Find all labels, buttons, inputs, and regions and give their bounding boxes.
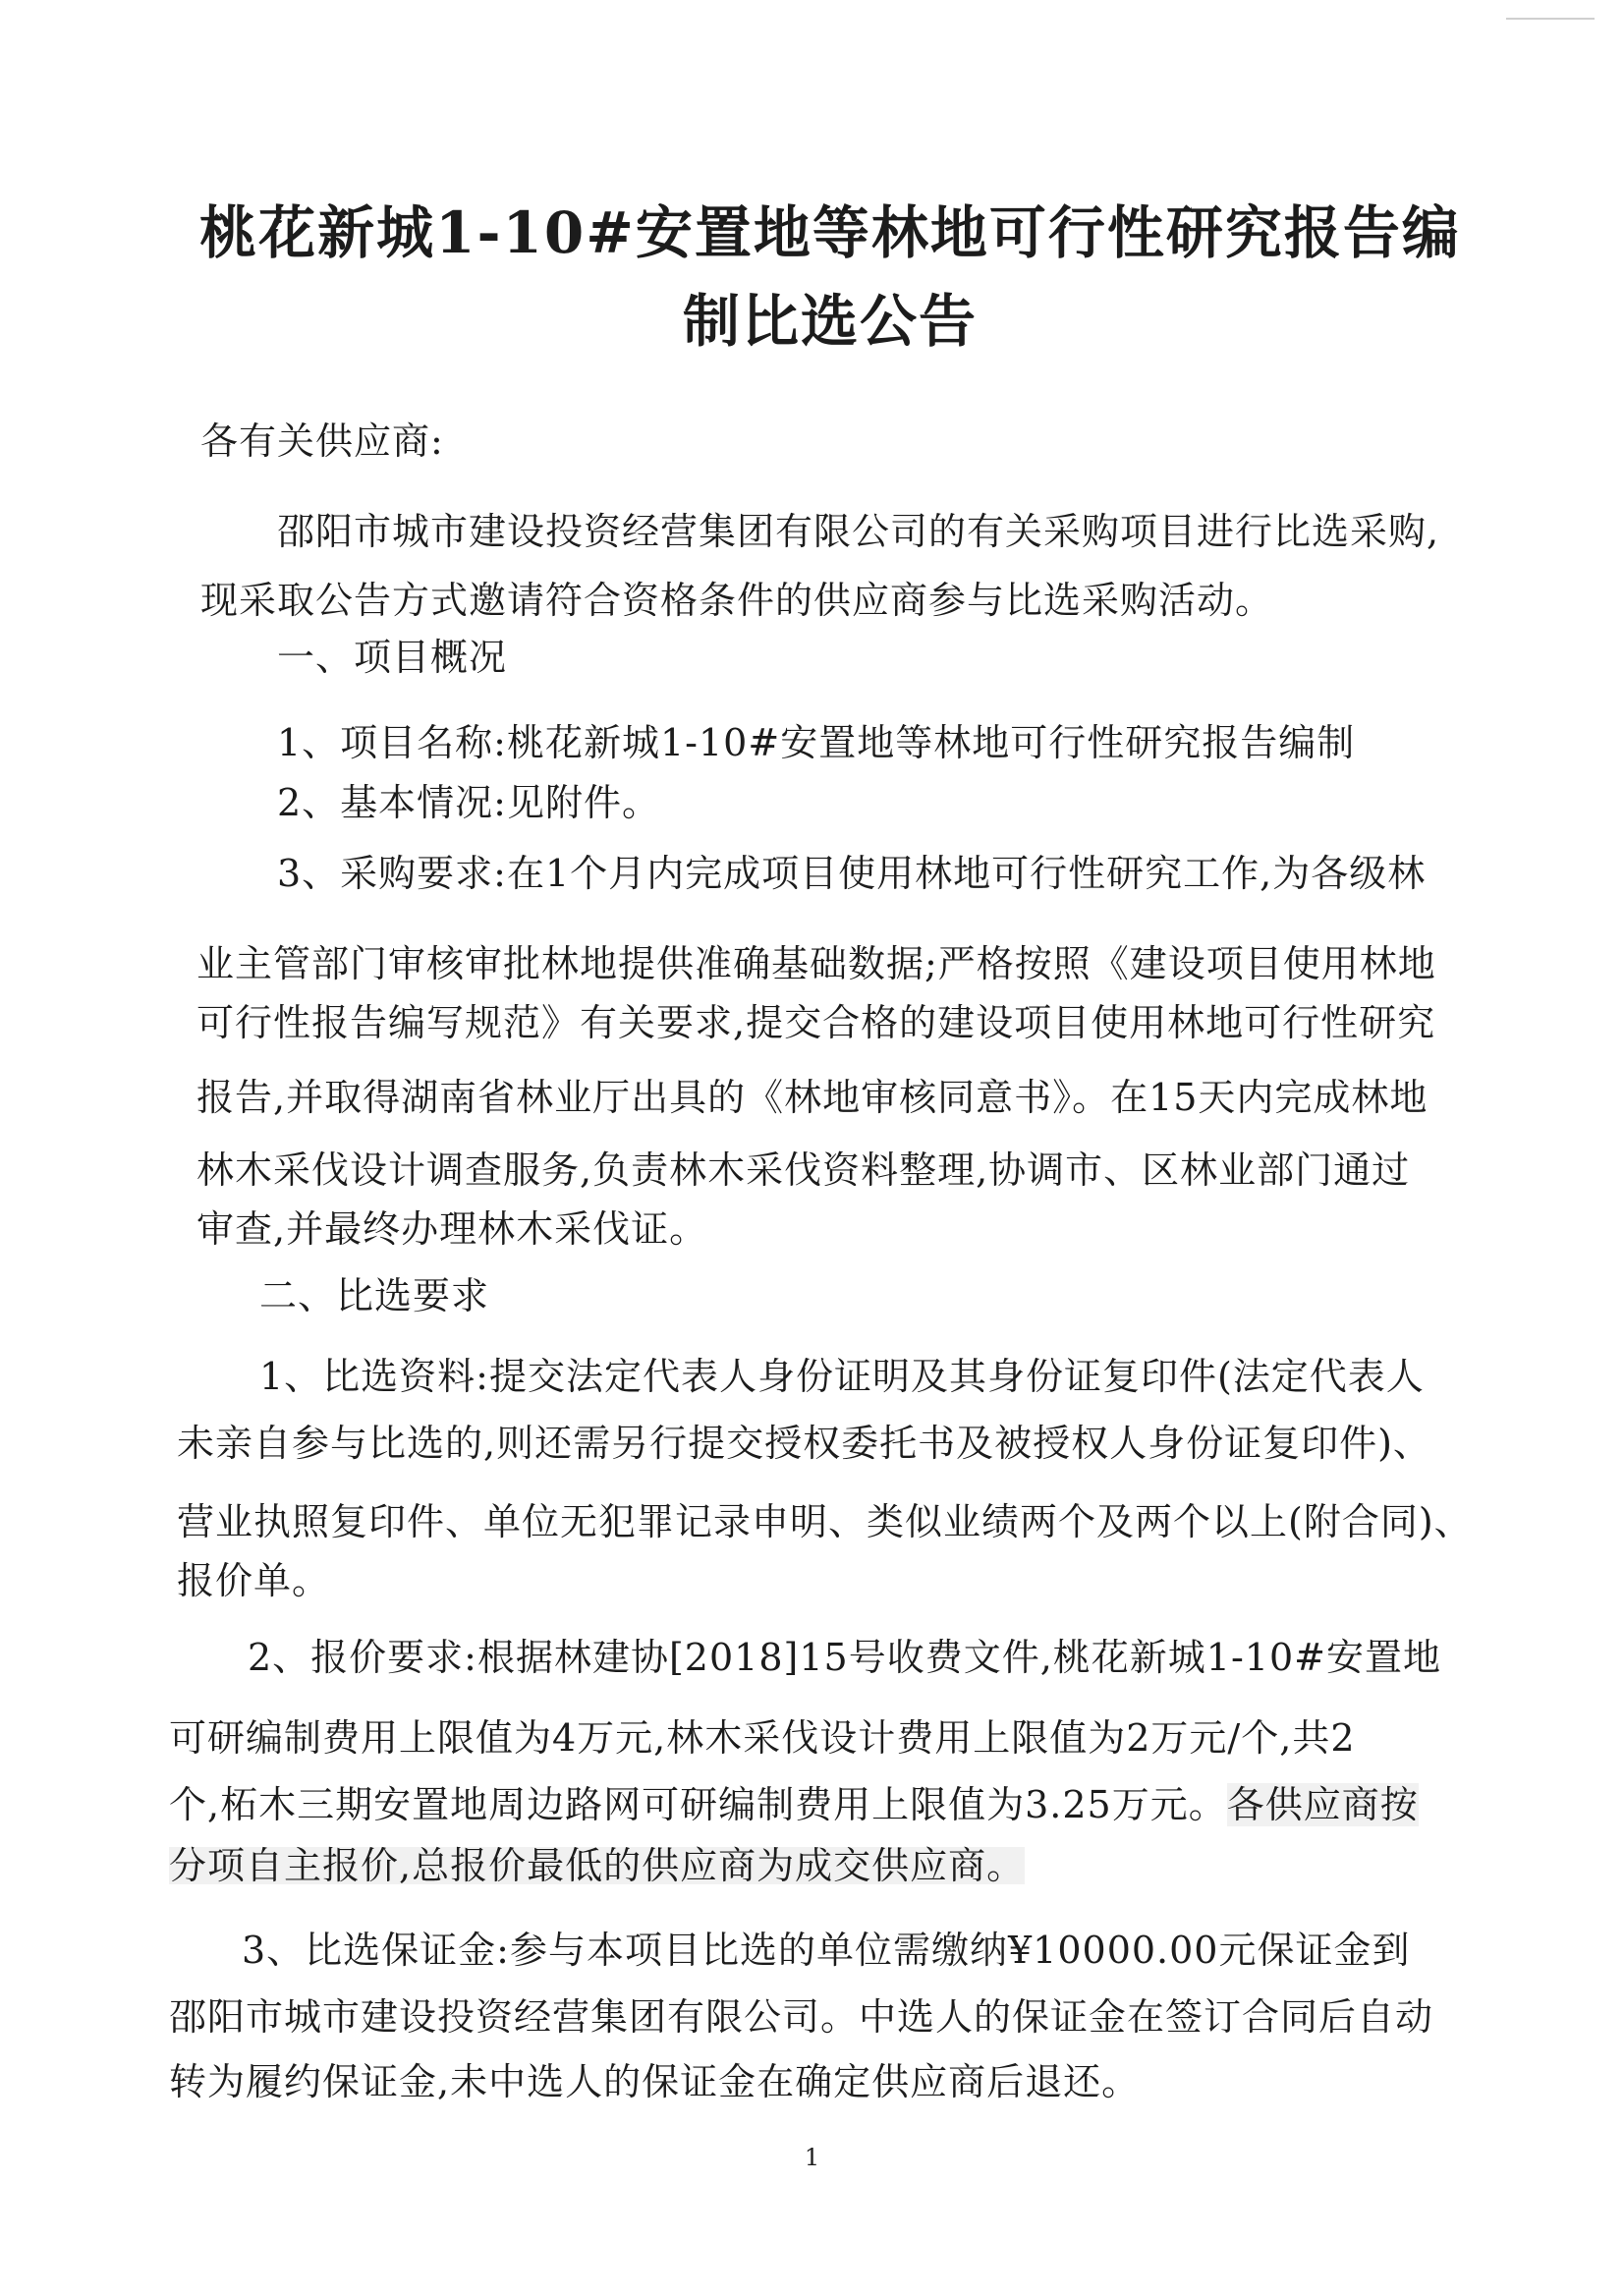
section-heading-1: 一、项目概况 bbox=[277, 636, 508, 679]
s2-item3-line1: 3、比选保证金:参与本项目比选的单位需缴纳¥10000.00元保证金到 bbox=[242, 1929, 1411, 1972]
s1-item3-line2: 业主管部门审核审批林地提供准确基础数据;严格按照《建设项目使用林地 bbox=[196, 942, 1436, 985]
section-heading-2: 二、比选要求 bbox=[259, 1274, 490, 1317]
s1-item3-line6: 审查,并最终办理林木采伐证。 bbox=[196, 1207, 708, 1251]
s2-item2-line4: 分项自主报价,总报价最低的供应商为成交供应商。 bbox=[169, 1844, 1026, 1887]
intro-line-2: 现采取公告方式邀请符合资格条件的供应商参与比选采购活动。 bbox=[200, 579, 1274, 622]
s2-item2-line3-highlight: 各供应商按 bbox=[1226, 1783, 1419, 1826]
page-number: 1 bbox=[804, 2144, 820, 2171]
salutation: 各有关供应商: bbox=[200, 420, 444, 463]
s2-item3-line3: 转为履约保证金,未中选人的保证金在确定供应商后退还。 bbox=[169, 2060, 1141, 2103]
s2-item1-line2: 未亲自参与比选的,则还需另行提交授权委托书及被授权人身份证复印件)、 bbox=[177, 1422, 1431, 1465]
s2-item3-line2: 邵阳市城市建设投资经营集团有限公司。中选人的保证金在签订合同后自动 bbox=[169, 1995, 1434, 2039]
intro-line-1: 邵阳市城市建设投资经营集团有限公司的有关采购项目进行比选采购, bbox=[277, 510, 1440, 553]
s2-item1-line3: 营业执照复印件、单位无犯罪记录申明、类似业绩两个及两个以上(附合同)、 bbox=[177, 1500, 1473, 1543]
s2-item2-line2: 可研编制费用上限值为4万元,林木采伐设计费用上限值为2万元/个,共2 bbox=[169, 1716, 1356, 1760]
s1-item1: 1、项目名称:桃花新城1-10#安置地等林地可行性研究报告编制 bbox=[277, 721, 1356, 764]
s2-item2-line1: 2、报价要求:根据林建协[2018]15号收费文件,桃花新城1-10#安置地 bbox=[248, 1636, 1441, 1679]
s1-item3-line3: 可行性报告编写规范》有关要求,提交合格的建设项目使用林地可行性研究 bbox=[196, 1001, 1436, 1044]
s2-item2-line3 bbox=[169, 1783, 1419, 1826]
scan-artifact bbox=[1506, 18, 1595, 28]
document-title-line1: 桃花新城1-10#安置地等林地可行性研究报告编 bbox=[199, 199, 1461, 266]
s2-item2-line3-text: 个,柘木三期安置地周边路网可研编制费用上限值为3.25万元。 bbox=[169, 1783, 1227, 1826]
s1-item3-line5: 林木采伐设计调查服务,负责林木采伐资料整理,协调市、区林业部门通过 bbox=[196, 1148, 1411, 1192]
document-title-line2: 制比选公告 bbox=[682, 288, 978, 355]
s1-item3-line1: 3、采购要求:在1个月内完成项目使用林地可行性研究工作,为各级林 bbox=[277, 852, 1427, 895]
s1-item3-line4: 报告,并取得湖南省林业厅出具的《林地审核同意书》。在15天内完成林地 bbox=[196, 1076, 1428, 1119]
s2-item1-line4: 报价单。 bbox=[177, 1559, 331, 1602]
s2-item1-line1: 1、比选资料:提交法定代表人身份证明及其身份证复印件(法定代表人 bbox=[259, 1355, 1425, 1398]
s1-item2: 2、基本情况:见附件。 bbox=[277, 781, 660, 824]
